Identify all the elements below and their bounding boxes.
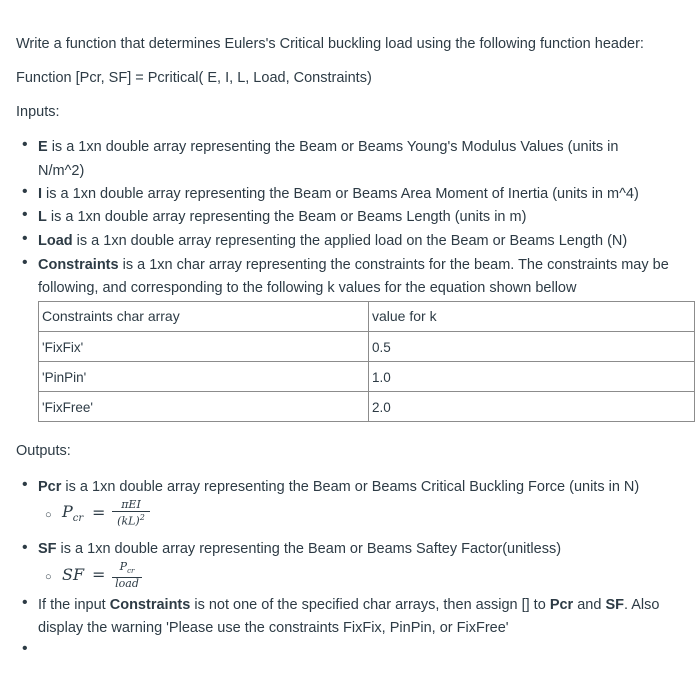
sub-bullet-sf: ○ — [45, 571, 52, 583]
sf-equation-denominator: load — [115, 577, 139, 591]
table-row — [39, 392, 695, 422]
output-sf-desc: is a 1xn double array representing the Beam or Beams Saftey Factor(unitless) — [56, 541, 562, 557]
table-header-cell: Constraints char array — [39, 302, 369, 332]
bullet-pcr: • — [22, 476, 28, 493]
table-row — [39, 332, 695, 362]
table-cell: 2.0 — [369, 392, 695, 422]
input-constraints — [38, 257, 669, 273]
output-pcr-desc: is a 1xn double array representing the Beam or Beams Critical Buckling Force (units in N) — [61, 479, 640, 495]
bullet-sf: • — [22, 539, 28, 556]
input-e — [38, 139, 618, 155]
pcr-equation-denominator: (kL)$^2$ — [117, 513, 145, 528]
warning-sf-name: SF — [605, 597, 624, 613]
outputs-heading: Outputs: — [16, 443, 71, 459]
output-pcr — [38, 479, 639, 495]
sf-equation-fraction — [112, 561, 142, 590]
pcr-equation-equals: = — [92, 503, 106, 522]
pcr-equation-numerator: πEI — [121, 498, 141, 511]
input-constraints-cont: following, and corresponding to the following k values for the equation shown bellow — [38, 280, 577, 296]
pcr-equation-lhs: $P_{cr}$ — [62, 502, 84, 525]
input-l-desc: is a 1xn double array representing the Beam or Beams Length (units in m) — [46, 209, 527, 225]
sf-equation-lhs: SF — [62, 565, 85, 584]
input-e-cont: N/m^2) — [38, 163, 85, 179]
constraints-table — [38, 301, 695, 422]
input-load-desc: is a 1xn double array representing the applied load on the Beam or Beams Length (N) — [72, 233, 628, 249]
sf-equation-equals: = — [92, 565, 106, 584]
table-row — [39, 362, 695, 392]
table-cell: 'FixFix' — [39, 332, 369, 362]
intro-text: Write a function that determines Eulers's Critical buckling load using the following function header: — [16, 36, 644, 52]
input-constraints-desc: is a 1xn char array representing the constraints for the beam. The constraints may be — [118, 257, 669, 273]
input-l — [38, 209, 526, 225]
bullet-i: • — [22, 183, 28, 200]
output-pcr-name: Pcr — [38, 479, 62, 495]
input-load-name: Load — [38, 233, 73, 249]
input-e-desc: is a 1xn double array representing the Beam or Beams Young's Modulus Values (units in — [47, 139, 619, 155]
bullet-warning: • — [22, 594, 28, 611]
function-header: Function [Pcr, SF] = Pcritical( E, I, L, Load, Constraints) — [16, 70, 372, 86]
table-cell: 'FixFree' — [39, 392, 369, 422]
warning-constraints-name: Constraints — [109, 597, 191, 613]
pcr-equation-fraction — [112, 499, 150, 528]
output-warning-cont: display the warning 'Please use the constraints FixFix, PinPin, or FixFree' — [38, 620, 509, 636]
sub-bullet-pcr: ○ — [45, 509, 52, 521]
bullet-l: • — [22, 206, 28, 223]
bullet-load: • — [22, 230, 28, 247]
output-sf — [38, 541, 561, 557]
table-header-cell: value for k — [369, 302, 695, 332]
input-i-name: I — [38, 186, 43, 202]
warning-pcr-name: Pcr — [549, 597, 574, 613]
table-header-row — [39, 302, 695, 332]
table-cell: 'PinPin' — [39, 362, 369, 392]
input-load — [38, 233, 627, 249]
bullet-constraints: • — [22, 254, 28, 271]
input-i-desc: is a 1xn double array representing the Beam or Beams Area Moment of Inertia (units in m^4) — [42, 186, 639, 202]
output-sf-name: SF — [38, 541, 57, 557]
output-warning: If the input Constraints is not one of the specified char arrays, then assign [] to Pcr and SF. Also — [38, 597, 660, 613]
bullet-empty: • — [22, 640, 28, 657]
table-cell: 1.0 — [369, 362, 695, 392]
input-i — [38, 186, 639, 202]
input-l-name: L — [38, 209, 47, 225]
input-constraints-name: Constraints — [38, 257, 119, 273]
sf-equation-numerator: $P_{cr}$ — [119, 560, 135, 576]
bullet-e: • — [22, 136, 28, 153]
inputs-heading: Inputs: — [16, 104, 60, 120]
input-e-name: E — [38, 139, 48, 155]
table-cell: 0.5 — [369, 332, 695, 362]
